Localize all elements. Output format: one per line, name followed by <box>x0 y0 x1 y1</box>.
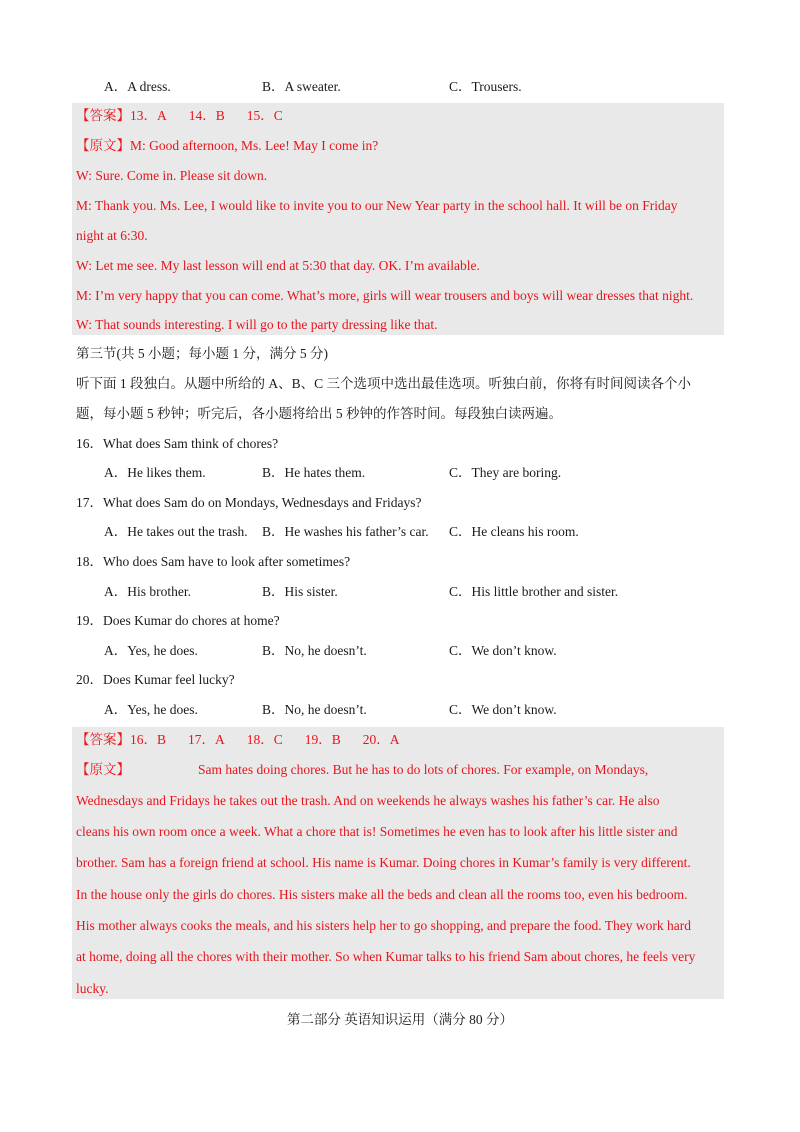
question-stem: 20．Does Kumar feel lucky? <box>76 672 235 687</box>
option-b: B．He washes his father’s car. <box>262 524 429 539</box>
q15-option-a: A．A dress. <box>104 79 171 94</box>
transcript-line: M: Thank you. Ms. Lee, I would like to invite you to our New Year party in the school hall. It will be on Friday <box>76 198 678 213</box>
option-c: C．We don’t know. <box>449 643 557 658</box>
section-instruction: 题，每小题 5 秒钟；听完后，各小题将给出 5 秒钟的作答时间。每段独白读两遍。 <box>76 406 562 421</box>
question-stem: 16．What does Sam think of chores? <box>76 436 279 451</box>
option-c: C．We don’t know. <box>449 702 557 717</box>
answer-item: 18．C <box>246 732 283 747</box>
answer-label: 【答案】 <box>76 732 130 747</box>
part-heading: 第二部分 英语知识运用（满分 80 分） <box>286 1012 514 1027</box>
transcript-line: W: Sure. Come in. Please sit down. <box>76 168 268 183</box>
transcript-label-line <box>76 760 130 780</box>
section-instruction: 听下面 1 段独白。从题中所给的 A、B、C 三个选项中选出最佳选项。听独白前，你将有时间阅读各个小 <box>76 376 692 391</box>
option-b: B．His sister. <box>262 584 338 599</box>
option-b: B．No, he doesn’t. <box>262 643 367 658</box>
section-heading: 第三节(共 5 小题；每小题 1 分，满分 5 分) <box>76 346 328 361</box>
answer-line-1 <box>76 106 283 126</box>
answer-item: 20．A <box>362 732 400 747</box>
transcript-line: night at 6:30. <box>76 228 148 243</box>
option-a: A．Yes, he does. <box>104 702 198 717</box>
transcript-line: 【原文】M: Good afternoon, Ms. Lee! May I come in? <box>76 138 379 153</box>
option-a: A．Yes, he does. <box>104 643 198 658</box>
question-stem: 17．What does Sam do on Mondays, Wednesdays and Fridays? <box>76 495 422 510</box>
answer-item: 15．C <box>246 108 283 123</box>
answer-item: 14．B <box>188 108 225 123</box>
transcript-line: His mother always cooks the meals, and his sisters help her to go shopping, and prepare the food. They work hard <box>76 918 691 933</box>
transcript-line: W: That sounds interesting. I will go to the party dressing like that. <box>76 317 438 332</box>
q15-option-b: B．A sweater. <box>262 79 341 94</box>
answer-item: 17．A <box>188 732 225 747</box>
transcript-line: Wednesdays and Fridays he takes out the trash. And on weekends he always washes his father’s car. He also <box>76 793 660 808</box>
option-c: C．He cleans his room. <box>449 524 579 539</box>
transcript-line: M: I’m very happy that you can come. What’s more, girls will wear trousers and boys will wear dresses that night. <box>76 288 694 303</box>
question-stem: 19．Does Kumar do chores at home? <box>76 613 280 628</box>
answer-item: 19．B <box>304 732 341 747</box>
answer-item: 13．A <box>130 108 167 123</box>
transcript-line: at home, doing all the chores with their mother. So when Kumar talks to his friend Sam about chores, he feels very <box>76 949 696 964</box>
transcript-line: cleans his own room once a week. What a chore that is! Sometimes he even has to look after his little sister and <box>76 824 678 839</box>
transcript-label: 【原文】 <box>76 762 130 777</box>
answer-item: 16．B <box>130 732 167 747</box>
transcript-line: W: Let me see. My last lesson will end at 5:30 that day. OK. I’m available. <box>76 258 480 273</box>
transcript-label: 【原文】 <box>76 138 130 153</box>
option-b: B．No, he doesn’t. <box>262 702 367 717</box>
option-c: C．His little brother and sister. <box>449 584 619 599</box>
answer-label: 【答案】 <box>76 108 130 123</box>
transcript-line: In the house only the girls do chores. His sisters make all the beds and clean all the rooms too, even his bedroom. <box>76 887 688 902</box>
transcript-line: brother. Sam has a foreign friend at school. His name is Kumar. Doing chores in Kumar’s family is very different. <box>76 855 691 870</box>
option-a: A．He likes them. <box>104 465 206 480</box>
transcript-line: lucky. <box>76 981 109 996</box>
answer-line-2 <box>76 730 400 750</box>
question-stem: 18．Who does Sam have to look after sometimes? <box>76 554 351 569</box>
option-a: A．His brother. <box>104 584 191 599</box>
q15-option-c: C．Trousers. <box>449 79 522 94</box>
option-b: B．He hates them. <box>262 465 366 480</box>
option-a: A．He takes out the trash. <box>104 524 248 539</box>
option-c: C．They are boring. <box>449 465 562 480</box>
transcript-first-line: Sam hates doing chores. But he has to do lots of chores. For example, on Mondays, <box>198 762 649 777</box>
